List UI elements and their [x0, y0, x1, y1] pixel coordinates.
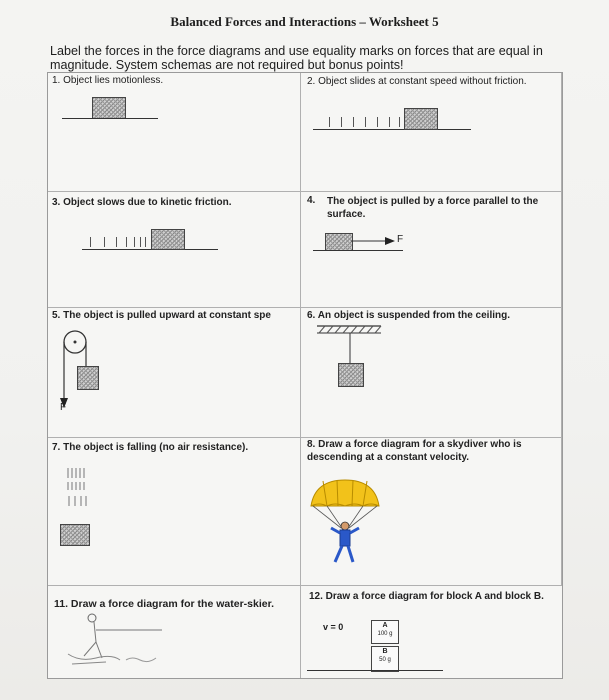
cell-4-label: The object is pulled by a force parallel to the surface. — [327, 196, 539, 220]
motion-mark — [116, 237, 117, 247]
instructions-text: Label the forces in the force diagrams and use equality marks on forces that are equal in magnitude. System schemas are not required but bonus points! — [50, 44, 543, 72]
cell-11 — [48, 586, 301, 678]
force-arrow — [351, 235, 399, 247]
object-block — [60, 524, 90, 546]
cell-4-number: 4. — [307, 195, 316, 206]
object-block — [77, 366, 99, 390]
cell-8-label: 8. Draw a force diagram for a skydiver who is descending at a constant velocity. — [307, 439, 522, 463]
skydiver-illustration — [307, 476, 383, 576]
object-block — [92, 97, 126, 119]
motion-mark — [104, 237, 105, 247]
cell-6-label: 6. An object is suspended from the ceiling. — [307, 310, 510, 321]
cell-6 — [301, 308, 562, 438]
motion-mark — [353, 117, 354, 127]
worksheet-title: Balanced Forces and Interactions – Worksheet 5 — [170, 14, 439, 29]
block-a-mass: 100 g — [377, 631, 393, 637]
motion-marks — [66, 468, 90, 514]
cell-8 — [301, 438, 562, 586]
object-block — [338, 363, 364, 387]
cell-11-label: 11. Draw a force diagram for the water-skier. — [54, 598, 275, 610]
water-skier-sketch — [60, 612, 200, 672]
cell-1 — [48, 73, 301, 192]
cell-3-label: 3. Object slows due to kinetic friction. — [52, 197, 232, 208]
motion-mark — [389, 117, 390, 127]
ground-line — [313, 250, 403, 251]
cell-4 — [301, 192, 562, 308]
motion-mark — [329, 117, 330, 127]
ground-line — [62, 118, 158, 119]
force-label: F — [60, 402, 67, 413]
block-a — [371, 620, 399, 644]
cell-1-label: 1. Object lies motionless. — [52, 75, 164, 86]
problem-grid — [47, 72, 563, 679]
motion-mark — [399, 117, 400, 127]
velocity-label: v = 0 — [323, 622, 344, 632]
block-b — [371, 646, 399, 672]
block-b-label: B — [382, 648, 388, 655]
motion-mark — [341, 117, 342, 127]
cell-3 — [48, 192, 301, 308]
cell-5 — [48, 308, 301, 438]
block-a-label: A — [382, 622, 388, 629]
motion-mark — [134, 237, 135, 247]
force-label: F — [397, 234, 404, 245]
motion-mark — [365, 117, 366, 127]
cell-2-label: 2. Object slides at constant speed without friction. — [307, 76, 527, 87]
block-b-mass: 50 g — [379, 657, 391, 663]
object-block — [325, 233, 353, 251]
cell-2 — [301, 73, 562, 192]
motion-mark — [145, 237, 146, 247]
object-block — [151, 229, 185, 250]
cell-7 — [48, 438, 301, 586]
cell-12 — [301, 586, 562, 678]
cell-7-label: 7. The object is falling (no air resistance). — [52, 442, 249, 453]
motion-mark — [377, 117, 378, 127]
cell-5-label: 5. The object is pulled upward at constant spe — [52, 310, 271, 321]
motion-mark — [126, 237, 127, 247]
ceiling — [317, 323, 387, 363]
motion-mark — [140, 237, 141, 247]
cell-12-label: 12. Draw a force diagram for block A and block B. — [309, 591, 544, 602]
ground-line — [82, 249, 218, 250]
ground-line — [313, 129, 471, 130]
motion-mark — [90, 237, 91, 247]
object-block — [404, 108, 438, 130]
ground-line — [307, 670, 443, 671]
